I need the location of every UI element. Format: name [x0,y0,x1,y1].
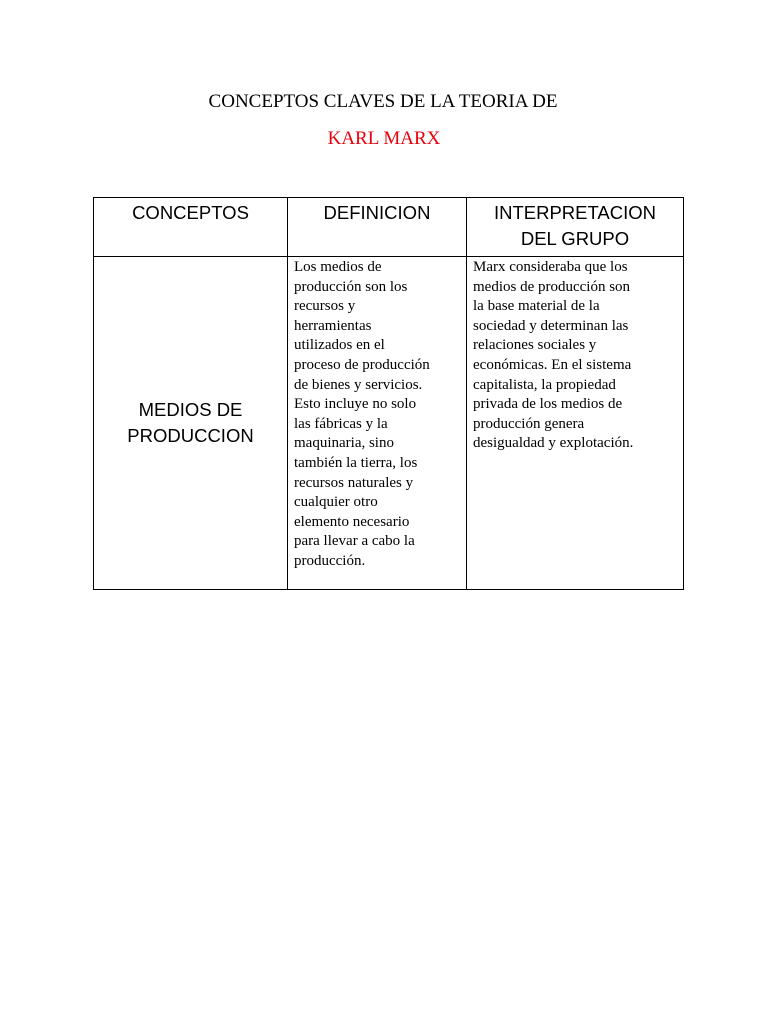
definition-text-line: herramientas [294,317,372,334]
definition-text-line: para llevar a cabo la [294,533,415,550]
interpretation-text-line: relaciones sociales y [473,337,597,354]
interpretation-text-line: medios de producción son [473,278,631,295]
concept-cell [94,257,288,590]
definition-text-line: recursos y [294,298,356,315]
table-row [94,257,684,590]
definition-cell [288,257,467,590]
interpretation-text-line: económicas. En el sistema [473,356,632,373]
header-definition [288,198,467,257]
table-header-row [94,198,684,257]
concept-name-line-1: MEDIOS DE [138,399,243,420]
header-interpretation [467,198,684,257]
definition-text-line: las fábricas y la [294,415,388,432]
interpretation-text-line: privada de los medios de [473,396,623,413]
interpretation-text-line: capitalista, la propiedad [473,376,616,393]
interpretation-text-line: Marx consideraba que los [473,259,628,275]
definition-text-line: también la tierra, los [294,454,418,471]
definition-text-line: Esto incluye no solo [294,396,417,413]
definition-text-line: cualquier otro [294,494,378,511]
document-subtitle-author: KARL MARX [327,128,441,149]
interpretation-text-line: producción genera [473,415,585,432]
document-title: CONCEPTOS CLAVES DE LA TEORIA DE [208,91,558,112]
definition-text-line: recursos naturales y [294,474,414,491]
header-interpretation-label-line-1: INTERPRETACION [493,202,657,223]
definition-text-line: utilizados en el [294,337,385,354]
interpretation-text-line: la base material de la [473,298,600,315]
definition-text-line: producción son los [294,278,408,295]
concept-name-line-2: PRODUCCION [127,425,254,446]
interpretation-cell [467,257,684,590]
header-concepts [94,198,288,257]
header-definition-label: DEFINICION [323,202,431,223]
definition-text-line: producción. [294,552,366,569]
interpretation-text-line: desigualdad y explotación. [473,435,634,452]
header-interpretation-label-line-2: DEL GRUPO [520,228,630,249]
definition-text-line: maquinaria, sino [294,435,394,452]
definition-text-line: elemento necesario [294,513,410,530]
interpretation-text-line: sociedad y determinan las [473,317,629,334]
concepts-table [93,197,684,590]
definition-text-line: de bienes y servicios. [294,376,423,393]
definition-text-line: Los medios de [294,259,382,275]
definition-text-line: proceso de producción [294,356,430,373]
header-concepts-label: CONCEPTOS [132,202,249,223]
